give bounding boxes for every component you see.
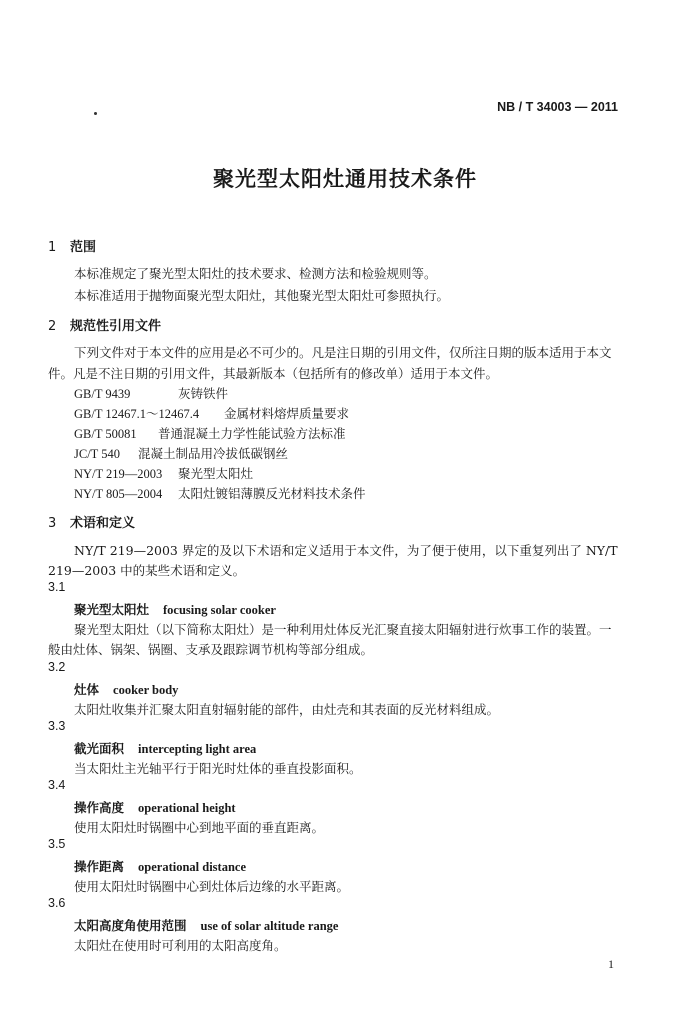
reference-name: 灰铸铁件 (178, 386, 229, 401)
reference-name: 聚光型太阳灶 (178, 466, 254, 481)
term-en: use of solar altitude range (200, 919, 339, 933)
section-3-heading (48, 512, 135, 531)
section-title: 规范性引用文件 (70, 319, 162, 334)
subsection-number: 3.2 (48, 660, 66, 674)
subsection-number: 3.4 (48, 778, 66, 792)
subsection-number: 3.6 (48, 896, 66, 910)
term-heading (74, 798, 236, 816)
subsection-number: 3.1 (48, 580, 66, 594)
reference-item (74, 424, 346, 442)
section-1-heading (48, 236, 96, 255)
reference-name: 金属材料熔焊质量要求 (224, 406, 350, 421)
reference-code: NY/T 805—2004 (74, 487, 163, 501)
term-zh: 操作高度 (74, 800, 125, 815)
term-en: operational height (138, 801, 236, 815)
subsection-number: 3.3 (48, 719, 66, 733)
term-en: operational distance (138, 860, 246, 874)
term-heading (74, 600, 276, 618)
reference-code: JC/T 540 (74, 447, 120, 461)
term-zh: 灶体 (74, 682, 100, 697)
reference-item (74, 464, 253, 482)
document-title: 聚光型太阳灶通用技术条件 (213, 167, 477, 191)
paragraph: 本标准规定了聚光型太阳灶的技术要求、检测方法和检验规则等。 (74, 266, 437, 281)
term-en: intercepting light area (138, 742, 257, 756)
section-number: 3 (48, 516, 57, 531)
standard-code: NB / T 34003 — 2011 (497, 100, 618, 114)
term-zh: 聚光型太阳灶 (74, 602, 150, 617)
term-definition: 使用太阳灶时锅圈中心到灶体后边缘的水平距离。 (74, 879, 350, 894)
term-definition: 太阳灶收集并汇聚太阳直射辐射能的部件，由灶壳和其表面的反光材料组成。 (74, 702, 500, 717)
section-number: 2 (48, 319, 57, 334)
reference-name: 太阳灶镀铝薄膜反光材料技术条件 (178, 486, 366, 501)
reference-item (74, 484, 366, 502)
section-number: 1 (48, 240, 57, 255)
reference-name: 混凝土制品用冷拔低碳钢丝 (138, 446, 289, 461)
subsection-number: 3.5 (48, 837, 66, 851)
reference-code: GB/T 9439 (74, 387, 131, 401)
reference-code: NY/T 219—2003 (74, 467, 163, 481)
term-definition: 聚光型太阳灶（以下简称太阳灶）是一种利用灶体反光汇聚直接太阳辐射进行炊事工作的装置。一 (74, 622, 612, 637)
term-heading (74, 739, 256, 757)
paragraph: 下列文件对于本文件的应用是必不可少的。凡是注日期的引用文件，仅所注日期的版本适用于本文 (74, 345, 612, 360)
paragraph: NY/T 219—2003 界定的及以下术语和定义适用于本文件，为了便于使用，以下重复列出了 NY/T (74, 543, 618, 558)
term-definition: 般由灶体、锅架、锅圈、支承及跟踪调节机构等部分组成。 (48, 642, 374, 657)
paragraph: 本标准适用于抛物面聚光型太阳灶，其他聚光型太阳灶可参照执行。 (74, 288, 450, 303)
term-definition: 太阳灶在使用时可利用的太阳高度角。 (74, 938, 287, 953)
term-en: cooker body (113, 683, 179, 697)
term-en: focusing solar cooker (163, 603, 276, 617)
term-heading (74, 916, 338, 934)
term-definition: 使用太阳灶时锅圈中心到地平面的垂直距离。 (74, 820, 325, 835)
paragraph: 219—2003 中的某些术语和定义。 (48, 563, 246, 578)
reference-item (74, 384, 228, 402)
section-title: 范围 (70, 240, 97, 255)
section-title: 术语和定义 (70, 516, 136, 531)
paragraph: 件。凡是不注日期的引用文件，其最新版本（包括所有的修改单）适用于本文件。 (48, 366, 499, 381)
section-2-heading (48, 315, 161, 334)
term-heading (74, 680, 178, 698)
page-number: 1 (608, 957, 614, 971)
scan-dot (94, 112, 97, 115)
reference-code: GB/T 50081 (74, 427, 137, 441)
reference-name: 普通混凝土力学性能试验方法标准 (158, 426, 346, 441)
reference-item (74, 444, 288, 462)
term-definition: 当太阳灶主光轴平行于阳光时灶体的垂直投影面积。 (74, 761, 362, 776)
term-zh: 截光面积 (74, 741, 125, 756)
term-zh: 太阳高度角使用范围 (74, 918, 187, 933)
term-heading (74, 857, 246, 875)
term-zh: 操作距离 (74, 859, 125, 874)
reference-code: GB/T 12467.1～12467.4 (74, 407, 200, 421)
reference-item (74, 404, 349, 422)
